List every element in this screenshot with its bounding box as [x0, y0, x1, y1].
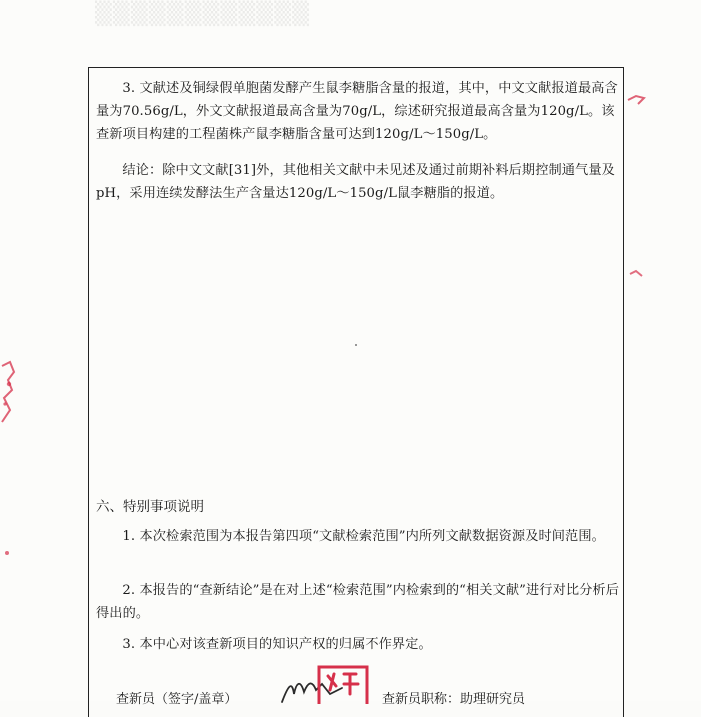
reviewer-signature-label: 查新员（签字/盖章）: [116, 692, 238, 707]
special-notes-title: 六、特别事项说明: [96, 499, 204, 515]
special-note-1: 1. 本次检索范围为本报告第四项“文献检索范围”内所列文献数据资源及时间范围。: [122, 529, 605, 544]
official-stamp-icon: [316, 664, 372, 704]
red-ink-dot-left-lower: [2, 548, 12, 558]
scan-dust-speck: [355, 344, 357, 346]
special-note-2: 2. 本报告的“查新结论”是在对上述“检索范围”内检索到的“相关文献”进行对比分析后得出的。: [96, 583, 619, 621]
paragraph-item-3: 3. 文献述及铜绿假单胞菌发酵产生鼠李糖脂含量的报道，其中，中文文献报道最高含量为70.56g/L，外文文献报道最高含量为70g/L，综述研究报道最高含量为120g/L。该查新项目构建的工程菌株产鼠李糖脂含量可达到120g/L～150g/L。: [96, 81, 618, 142]
special-note-3: 3. 本中心对该查新项目的知识产权的归属不作界定。: [122, 637, 432, 652]
red-ink-splotch-left: [0, 360, 22, 430]
show-through-bleed: ▒▒▒▒▒▒▒▒▒▒▒▒: [95, 2, 311, 27]
red-ink-splotch-right-top: [626, 92, 646, 108]
red-ink-splotch-right-mid: [628, 268, 644, 282]
reviewer-title-label: 查新员职称：助理研究员: [382, 692, 526, 707]
conclusion-paragraph: 结论：除中文文献[31]外，其他相关文献中未见述及通过前期补料后期控制通气量及pH，采用连续发酵法生产含量达120g/L～150g/L鼠李糖脂的报道。: [96, 163, 615, 201]
